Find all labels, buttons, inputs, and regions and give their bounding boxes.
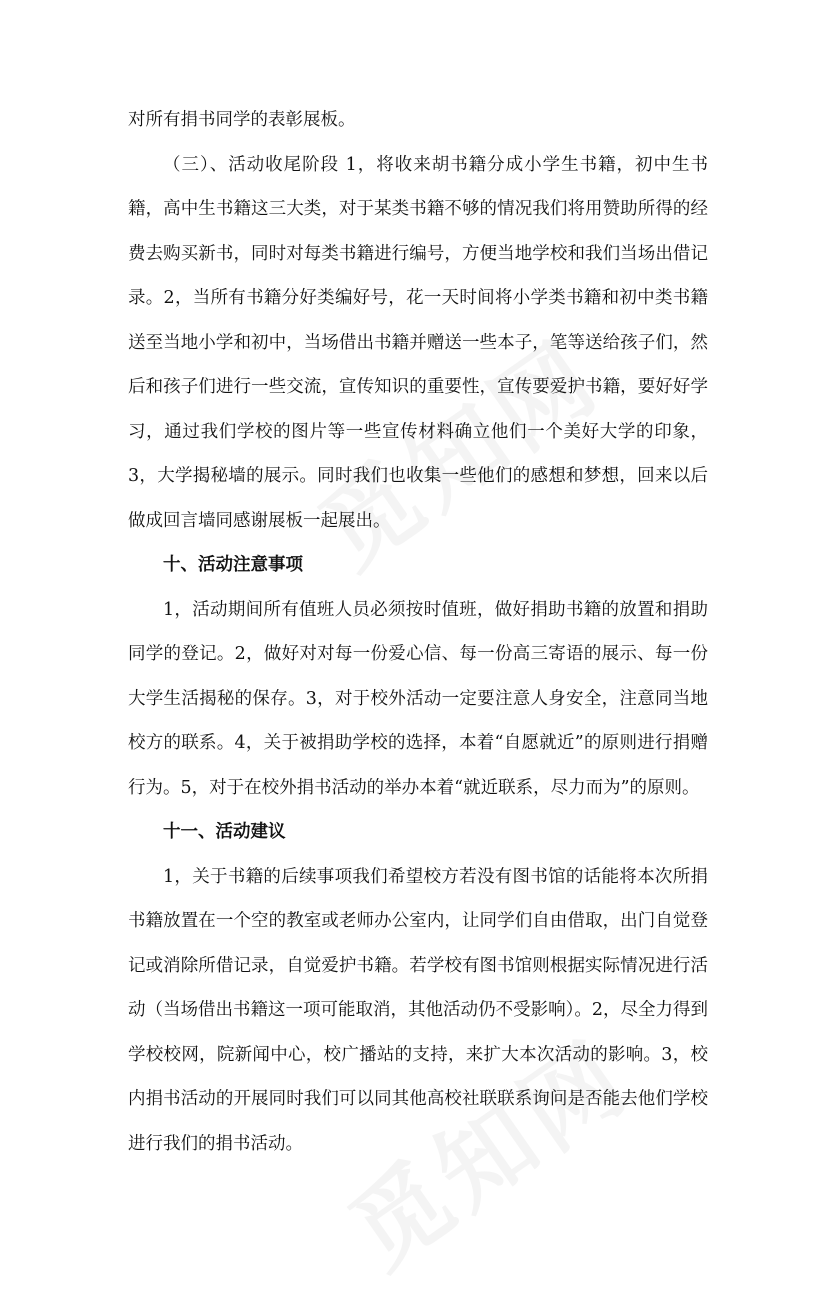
document-body	[128, 98, 708, 1166]
paragraph-suggestions: 1，关于书籍的后续事项我们希望校方若没有图书馆的话能将本次所捐书籍放置在一个空的教室或老师办公室内，让同学们自由借取，出门自觉登记或消除所借记录，自觉爱护书籍。若学校有图书馆则根据实际情况进行活动（当场借出书籍这一项可能取消，其他活动仍不受影响）。2，尽全力得到学校校网，院新闻中心，校广播站的支持，来扩大本次活动的影响。3，校内捐书活动的开展同时我们可以同其他高校社联联系询问是否能去他们学校进行我们的捐书活动。	[128, 866, 708, 1154]
paragraph-notes: 1，活动期间所有值班人员必须按时值班，做好捐助书籍的放置和捐助同学的登记。2，做好对对每一份爱心信、每一份高三寄语的展示、每一份大学生活揭秘的保存。3，对于校外活动一定要注意人身安全，注意同当地校方的联系。4，关于被捐助学校的选择，本着“自愿就近”的原则进行捐赠行为。5，对于在校外捐书活动的举办本着“就近联系，尽力而为”的原则。	[128, 599, 708, 798]
section-heading-notes: 十、活动注意事项	[163, 555, 303, 575]
paragraph-closing-stage: （三）、活动收尾阶段 1，将收来胡书籍分成小学生书籍，初中生书籍，高中生书籍这三大类，对于某类书籍不够的情况我们将用赞助所得的经费去购买新书，同时对每类书籍进行编号，方便当地学校和我们当场出借记录。2，当所有书籍分好类编好号，花一天时间将小学类书籍和初中类书籍送至当地小学和初中，当场借出书籍并赠送一些本子，笔等送给孩子们，然后和孩子们进行一些交流，宣传知识的重要性，宣传要爱护书籍，要好好学习，通过我们学校的图片等一些宣传材料确立他们一个美好大学的印象，3，大学揭秘墙的展示。同时我们也收集一些他们的感想和梦想，回来以后做成回言墙同感谢展板一起展出。	[128, 154, 708, 531]
section-heading-suggestions: 十一、活动建议	[163, 822, 286, 842]
paragraph-continuation: 对所有捐书同学的表彰展板。	[128, 110, 356, 130]
